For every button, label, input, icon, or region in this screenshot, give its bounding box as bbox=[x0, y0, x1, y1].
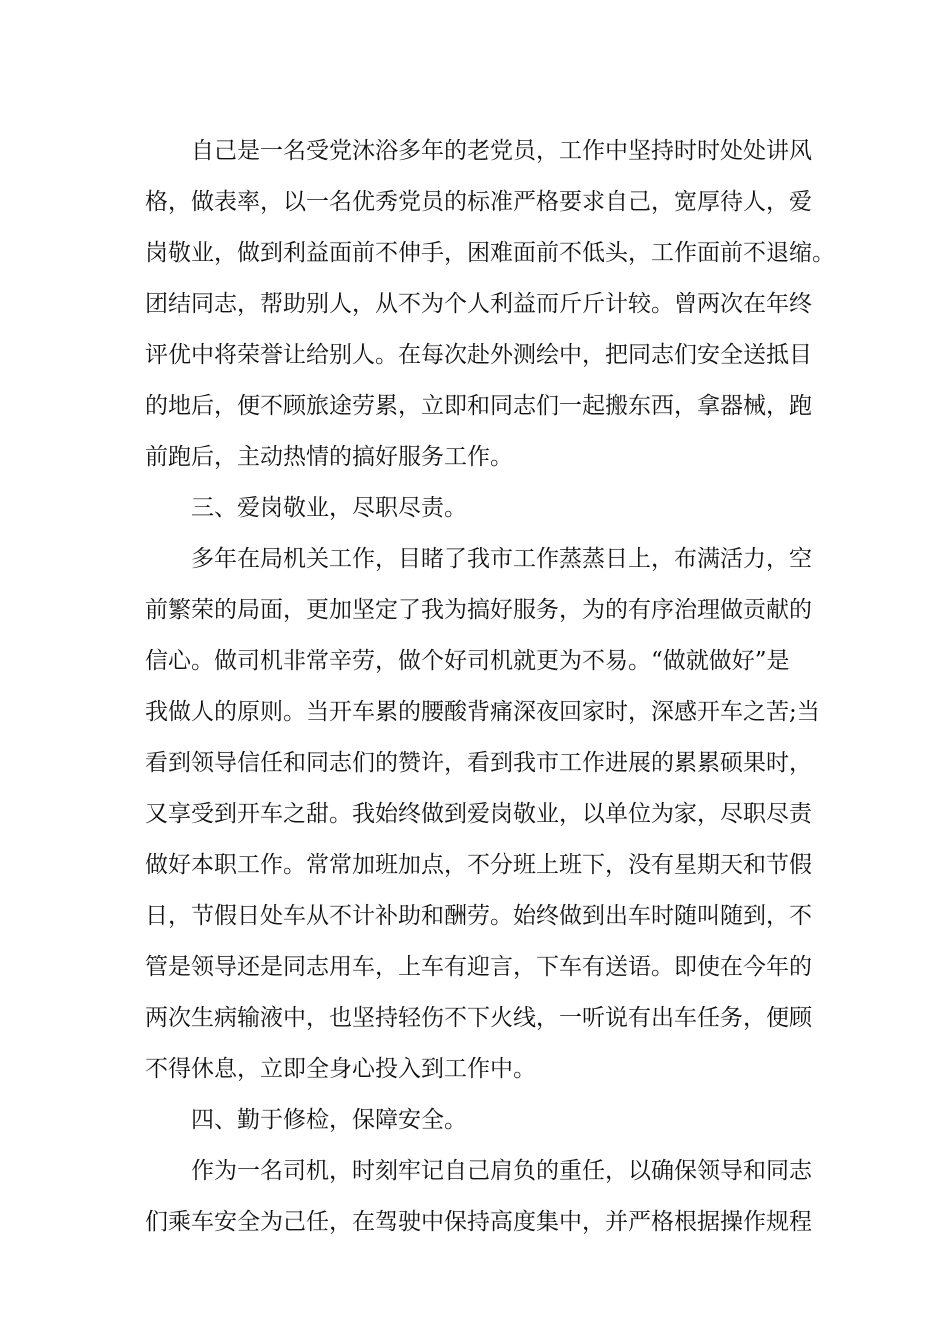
document-body bbox=[145, 126, 835, 1248]
text-line: 自己是一名受党沐浴多年的老党员，工作中坚持时时处处讲风 bbox=[191, 138, 812, 164]
text-line: 团结同志，帮助别人，从不为个人利益而斤斤计较。曾两次在年终 bbox=[145, 291, 812, 317]
text-line: 不得休息，立即全身心投入到工作中。 bbox=[145, 1056, 536, 1082]
text-line: 前繁荣的局面，更加坚定了我为搞好服务，为的有序治理做贡献的 bbox=[145, 597, 812, 623]
text-line: 们乘车安全为己任，在驾驶中保持高度集中，并严格根据操作规程 bbox=[145, 1209, 812, 1235]
text-line: 又享受到开车之甜。我始终做到爱岗敬业，以单位为家，尽职尽责 bbox=[145, 801, 812, 827]
text-line: 日，节假日处车从不计补助和酬劳。始终做到出车时随叫随到，不 bbox=[145, 903, 812, 929]
text-line: 岗敬业，做到利益面前不伸手，困难面前不低头，工作面前不退缩。 bbox=[145, 240, 835, 266]
text-line: 做好本职工作。常常加班加点，不分班上班下，没有星期天和节假 bbox=[145, 852, 812, 878]
text-line: 看到领导信任和同志们的赞许，看到我市工作进展的累累硕果时， bbox=[145, 750, 812, 776]
section-heading: 三、爱岗敬业，尽职尽责。 bbox=[191, 495, 467, 521]
text-line: 评优中将荣誉让给别人。在每次赴外测绘中，把同志们安全送抵目 bbox=[145, 342, 812, 368]
text-line: 前跑后，主动热情的搞好服务工作。 bbox=[145, 444, 513, 470]
text-line: 两次生病输液中，也坚持轻伤不下火线，一听说有出车任务，便顾 bbox=[145, 1005, 812, 1031]
text-line: 管是领导还是同志用车，上车有迎言，下车有送语。即使在今年的 bbox=[145, 954, 812, 980]
section-heading: 四、勤于修检，保障安全。 bbox=[191, 1107, 467, 1133]
text-line: 格，做表率，以一名优秀党员的标准严格要求自己，宽厚待人，爱 bbox=[145, 189, 812, 215]
text-line: 多年在局机关工作，目睹了我市工作蒸蒸日上，布满活力，空 bbox=[191, 546, 812, 572]
text-line: 信心。做司机非常辛劳，做个好司机就更为不易。“做就做好”是 bbox=[145, 648, 790, 674]
text-line: 的地后，便不顾旅途劳累，立即和同志们一起搬东西，拿器械，跑 bbox=[145, 393, 812, 419]
text-line: 我做人的原则。当开车累的腰酸背痛深夜回家时，深感开车之苦;当 bbox=[145, 699, 820, 725]
text-line: 作为一名司机，时刻牢记自己肩负的重任，以确保领导和同志 bbox=[191, 1158, 812, 1184]
